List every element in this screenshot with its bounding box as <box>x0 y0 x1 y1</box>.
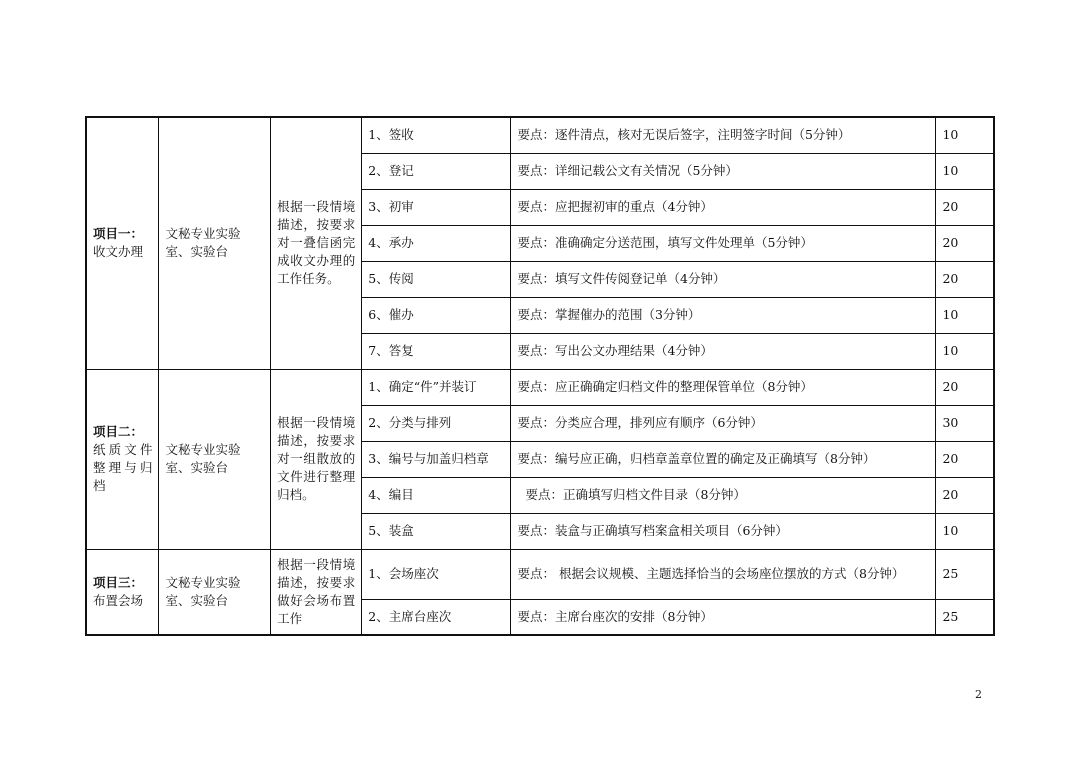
project-name: 布置会场 <box>93 592 144 608</box>
score-cell: 20 <box>936 477 994 513</box>
step-cell: 3、初审 <box>362 189 511 225</box>
project-title: 项目一： <box>93 226 144 242</box>
step-cell: 2、主席台座次 <box>362 599 511 635</box>
step-cell: 5、传阅 <box>362 261 511 297</box>
project-name: 纸质文件整理与归档 <box>93 442 153 493</box>
venue-cell: 文秘专业实验室、实验台 <box>159 369 271 549</box>
task-description: 根据一段情境描述，按要求做好会场布置工作 <box>271 549 362 635</box>
score-cell: 25 <box>936 549 994 599</box>
score-cell: 20 <box>936 189 994 225</box>
step-cell: 1、签收 <box>362 117 511 153</box>
score-cell: 20 <box>936 441 994 477</box>
step-cell: 7、答复 <box>362 333 511 369</box>
score-cell: 20 <box>936 261 994 297</box>
page-number: 2 <box>975 688 982 701</box>
point-cell: 要点：应把握初审的重点（4分钟） <box>511 189 936 225</box>
project-title: 项目二： <box>93 424 144 439</box>
step-cell: 1、会场座次 <box>362 549 511 599</box>
score-cell: 10 <box>936 333 994 369</box>
project-cell <box>86 369 159 549</box>
venue-cell: 文秘专业实验室、实验台 <box>159 549 271 635</box>
score-cell: 10 <box>936 117 994 153</box>
point-cell: 要点：主席台座次的安排（8分钟） <box>511 599 936 635</box>
point-cell: 要点：应正确确定归档文件的整理保管单位（8分钟） <box>511 369 936 405</box>
step-cell: 2、分类与排列 <box>362 405 511 441</box>
point-cell: 要点： 根据会议规模、主题选择恰当的会场座位摆放的方式（8分钟） <box>511 549 936 599</box>
score-cell: 10 <box>936 513 994 549</box>
point-cell: 要点：详细记载公文有关情况（5分钟） <box>511 153 936 189</box>
score-cell: 20 <box>936 369 994 405</box>
step-cell: 3、编号与加盖归档章 <box>362 441 511 477</box>
point-cell: 要点：写出公文办理结果（4分钟） <box>511 333 936 369</box>
score-cell: 10 <box>936 297 994 333</box>
point-cell: 要点：编号应正确，归档章盖章位置的确定及正确填写（8分钟） <box>511 441 936 477</box>
task-description: 根据一段情境描述，按要求对一组散放的文件进行整理归档。 <box>271 369 362 549</box>
project-cell <box>86 549 159 635</box>
score-cell: 30 <box>936 405 994 441</box>
task-description: 根据一段情境描述，按要求对一叠信函完成收文办理的工作任务。 <box>271 117 362 369</box>
point-cell: 要点：装盒与正确填写档案盒相关项目（6分钟） <box>511 513 936 549</box>
table-row <box>86 117 994 153</box>
point-cell: 要点：分类应合理，排列应有顺序（6分钟） <box>511 405 936 441</box>
point-cell: 要点：掌握催办的范围（3分钟） <box>511 297 936 333</box>
project-cell <box>86 117 159 369</box>
step-cell: 4、编目 <box>362 477 511 513</box>
score-cell: 20 <box>936 225 994 261</box>
point-cell: 要点：填写文件传阅登记单（4分钟） <box>511 261 936 297</box>
step-cell: 2、登记 <box>362 153 511 189</box>
project-title: 项目三： <box>93 574 144 590</box>
step-cell: 5、装盒 <box>362 513 511 549</box>
score-cell: 25 <box>936 599 994 635</box>
step-cell: 6、催办 <box>362 297 511 333</box>
venue-cell: 文秘专业实验室、实验台 <box>159 117 271 369</box>
project-name: 收文办理 <box>93 244 144 260</box>
step-cell: 1、确定“件”并装订 <box>362 369 511 405</box>
table-row <box>86 549 994 599</box>
point-cell: 要点：准确确定分送范围，填写文件处理单（5分钟） <box>511 225 936 261</box>
step-cell: 4、承办 <box>362 225 511 261</box>
score-cell: 10 <box>936 153 994 189</box>
point-cell: 要点：逐件清点，核对无误后签字，注明签字时间（5分钟） <box>511 117 936 153</box>
table-row <box>86 369 994 405</box>
point-cell: 要点：正确填写归档文件目录（8分钟） <box>511 477 936 513</box>
assessment-table <box>85 116 995 636</box>
